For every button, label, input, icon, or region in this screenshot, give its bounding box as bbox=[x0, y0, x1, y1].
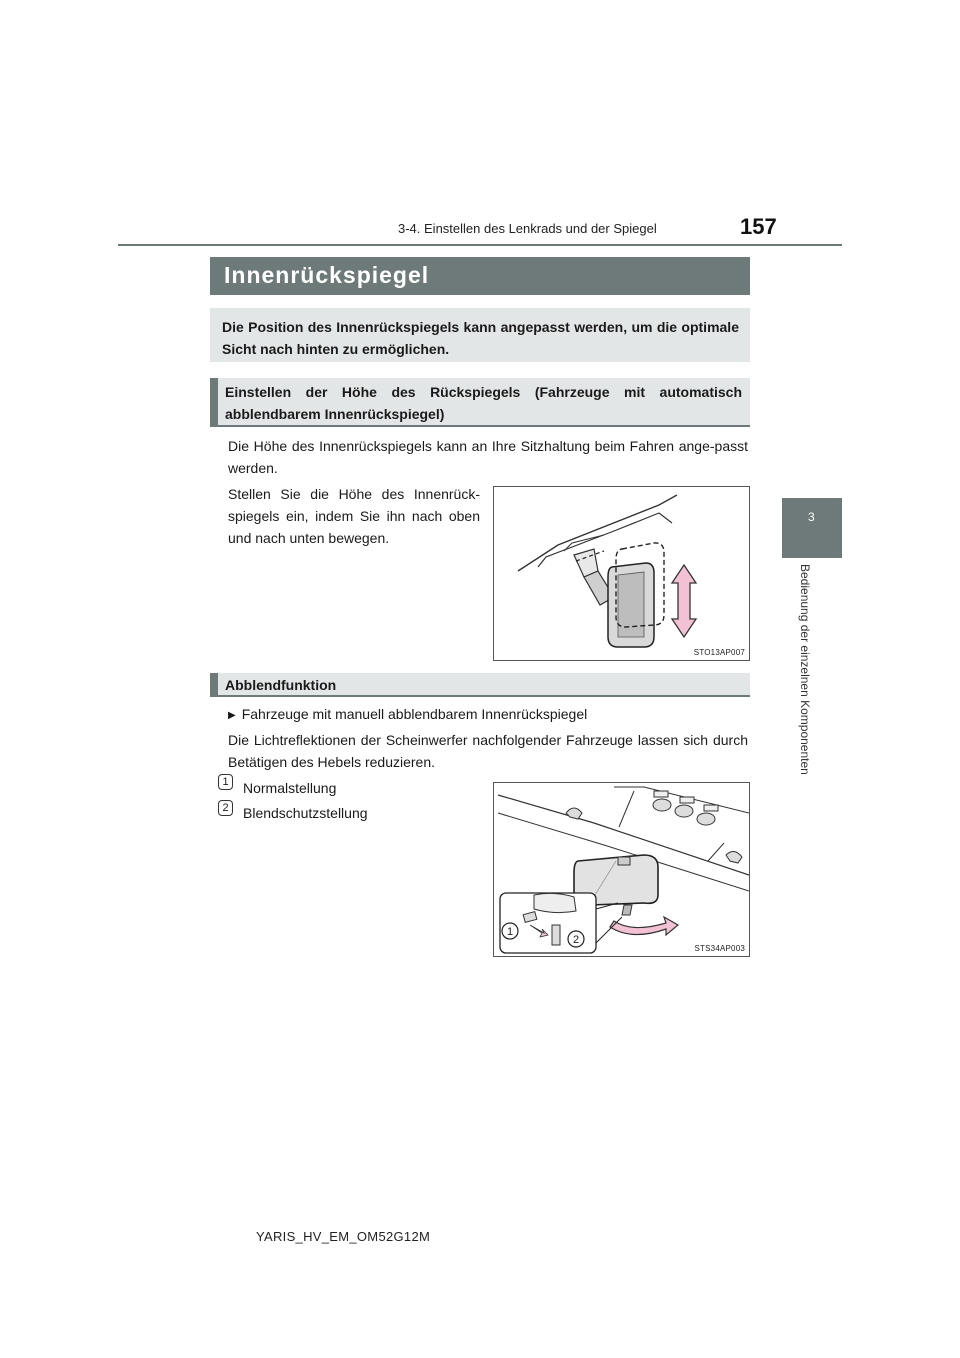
item-number-2: 2 bbox=[218, 800, 233, 816]
figure-code-2: STS34AP003 bbox=[694, 944, 745, 953]
triangle-bullet-icon: ▶ bbox=[228, 710, 236, 721]
page-title: Innenrückspiegel bbox=[210, 257, 750, 295]
dimming-lever-illustration bbox=[494, 783, 749, 956]
page-number: 157 bbox=[740, 214, 777, 239]
header-divider bbox=[118, 244, 842, 246]
item-label-antiglare: Blendschutzstellung bbox=[243, 805, 368, 821]
item-label-normal: Normalstellung bbox=[243, 780, 337, 796]
mirror-height-illustration bbox=[494, 487, 749, 660]
figure-dimming-lever bbox=[493, 782, 750, 957]
paragraph-dimming: Die Lichtreflektionen der Scheinwerfer nachfolgender Fahrzeuge lassen sich durch Betätigen des Hebels reduzieren. bbox=[228, 732, 748, 770]
document-code: YARIS_HV_EM_OM52G12M bbox=[256, 1229, 431, 1244]
bullet-text: Fahrzeuge mit manuell abblendbarem Innenrückspiegel bbox=[241, 706, 588, 722]
paragraph-height-intro: Die Höhe des Innenrückspiegels kann an Ihre Sitzhaltung beim Fahren ange-passt werden. bbox=[228, 438, 748, 476]
chapter-tab-number: 3 bbox=[808, 510, 815, 524]
section-heading-dimming: Abblendfunktion bbox=[210, 673, 750, 697]
bullet-manual-dimming bbox=[228, 703, 748, 727]
paragraph-height-instruction: Stellen Sie die Höhe des Innenrück-spiegels ein, indem Sie ihn nach oben und nach unten bewegen. bbox=[228, 486, 480, 546]
item-number-1: 1 bbox=[218, 774, 233, 790]
callout-2: 2 bbox=[572, 934, 580, 946]
figure-code-1: STO13AP007 bbox=[693, 648, 745, 657]
chapter-tab-label: Bedienung der einzelnen Komponenten bbox=[798, 564, 812, 775]
chapter-tab bbox=[782, 498, 842, 558]
intro-box: Die Position des Innenrückspiegels kann angepasst werden, um die optimale Sicht nach hinten zu ermöglichen. bbox=[210, 308, 750, 362]
section-heading-height-adjust: Einstellen der Höhe des Rückspiegels (Fahrzeuge mit automatisch abblendbarem Innenrückspiegel) bbox=[210, 378, 750, 427]
running-header-section: 3-4. Einstellen des Lenkrads und der Spiegel bbox=[398, 221, 657, 236]
callout-1: 1 bbox=[506, 926, 514, 938]
figure-mirror-height bbox=[493, 486, 750, 661]
